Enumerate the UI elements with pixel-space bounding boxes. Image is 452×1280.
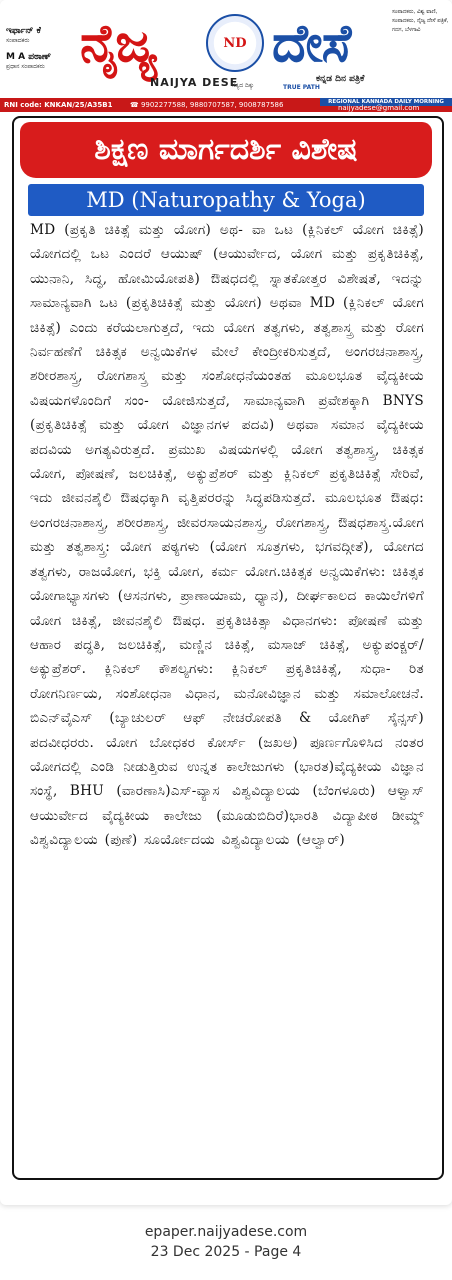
date-page: 23 Dec 2025 - Page 4 <box>150 1244 302 1260</box>
chief-editor-role: ಪ್ರಧಾನ ಸಂಪಾದಕರು <box>6 63 45 70</box>
newspaper-logo-icon <box>206 14 264 72</box>
editor-name: ಇರ್ಫಾನ್ ಕೆ <box>6 26 41 36</box>
article-heading: ಶಿಕ್ಷಣ ಮಾರ್ಗದರ್ಶಿ ವಿಶೇಷ <box>20 122 432 178</box>
article-body: MD (ಪ್ರಕೃತಿ ಚಿಕಿತ್ಸೆ ಮತ್ತು ಯೋಗ) ಅಥ- ವಾ ಒಟ (ಕ್ಲಿನಿಕಲ್ ಯೋಗ ಚಿಕಿತ್ಸೆ) ಯೋಗದಲ್ಲಿ ಒಟ ಎಂದರೆ ಆಯುಷ್ (ಆಯುರ್ವೇದ, ಯೋಗ ಮತ್ತು ಪ್ರಕೃತಿಚಿಕಿತ್ಸೆ, ಯುನಾನಿ, ಸಿದ್ಧ, ಹೋಮಿಯೋಪತಿ) ಔಷಧದಲ್ಲಿ ಸ್ನಾತಕೋತ್ತರ ವಿಶೇಷತೆ, ಇದನ್ನು ಸಾಮಾನ್ಯವಾಗಿ ಒಟ (ಪ್ರಕೃತಿಚಿಕಿತ್ಸೆ ಮತ್ತು ಯೋಗ) ಅಥವಾ MD (ಕ್ಲಿನಿಕಲ್ ಯೋಗ ಚಿಕಿತ್ಸೆ) ಎಂದು ಕರೆಯಲಾಗುತ್ತದೆ, ಇದು ಯೋಗ ತತ್ವಗಳು, ತತ್ವಶಾಸ್ತ್ರ ಮತ್ತು ರೋಗ ನಿರ್ವಹಣೆಗೆ ಚಿಕಿತ್ಸಕ ಅನ್ವಯಿಕೆಗಳ ಮೇಲೆ ಕೇಂದ್ರೀಕರಿಸುತ್ತದೆ, ಅಂಗರಚನಾಶಾಸ್ತ್ರ, ಶರೀರಶಾಸ್ತ್ರ, ರೋಗಶಾಸ್ತ್ರ ಮತ್ತು ಸಂಶೋಧನೆಯಂತಹ ಮೂಲಭೂತ ವೈದ್ಯಕೀಯ ವಿಷಯಗಳೊಂದಿಗೆ ಸಂಂ- ಯೋಜಿಸುತ್ತದೆ, ಸಾಮಾನ್ಯವಾಗಿ ಪ್ರವೇಶಕ್ಕಾಗಿ BNYS (ಪ್ರಕೃತಿಚಿಕಿತ್ಸೆ ಮತ್ತು ಯೋಗ ವಿಜ್ಞಾನಗಳ ಪದವಿ) ಅಥವಾ ಸಮಾನ ವೈದ್ಯಕೀಯ ಪದವಿಯ ಅಗತ್ಯವಿರುತ್ತದೆ. ಪ್ರಮುಖ ವಿಷಯಗಳಲ್ಲಿ ಯೋಗ ತತ್ವಶಾಸ್ತ್ರ, ಚಿಕಿತ್ಸಕ ಯೋಗ, ಪೋಷಣೆ, ಜಲಚಿಕಿತ್ಸೆ, ಅಕ್ಯುಪ್ರೆಶರ್ ಮತ್ತು ಕ್ಲಿನಿಕಲ್ ಪ್ರಕೃತಿಚಿಕಿತ್ಸೆ ಸೇರಿವೆ, ಇದು ಜೀವನಶೈಲಿ ಔಷಧಕ್ಕಾಗಿ ವೃತ್ತಿಪರರನ್ನು ಸಿದ್ಧಪಡಿಸುತ್ತದೆ. ಮೂಲಭೂತ ಔಷಧ: ಅಂಗರಚನಾಶಾಸ್ತ್ರ, ಶರೀರಶಾಸ್ತ್ರ, ಜೀವರಸಾಯನಶಾಸ್ತ್ರ, ರೋಗಶಾಸ್ತ್ರ, ಔಷಧಶಾಸ್ತ್ರ.ಯೋಗ ಮತ್ತು ತತ್ವಶಾಸ್ತ್ರ: ಯೋಗ ಪಠ್ಯಗಳು (ಯೋಗ ಸೂತ್ರಗಳು, ಭಗವದ್ಗೀತೆ), ಯೋಗದ ತತ್ವಗಳು, ರಾಜಯೋಗ, ಭಕ್ತಿ ಯೋಗ, ಕರ್ಮ ಯೋಗ.ಚಿಕಿತ್ಸಕ ಅನ್ವಯಿಕೆಗಳು: ಚಿಕಿತ್ಸಕ ಯೋಗಾಭ್ಯಾಸಗಳು (ಆಸನಗಳು, ಪ್ರಾಣಾಯಾಮ, ಧ್ಯಾನ), ದೀರ್ಘಕಾಲದ ಕಾಯಿಲೆಗಳಿಗೆ ಯೋಗ ಚಿಕಿತ್ಸೆ, ಜೀವನಶೈಲಿ ಔಷಧ. ಪ್ರಕೃತಿಚಿಕಿತ್ಸಾ ವಿಧಾನಗಳು: ಪೋಷಣೆ ಮತ್ತು ಆಹಾರ ಪದ್ಧತಿ, ಜಲಚಿಕಿತ್ಸೆ, ಮಣ್ಣಿನ ಚಿಕಿತ್ಸೆ, ಮಸಾಜ್ ಚಿಕಿತ್ಸೆ, ಅಕ್ಯುಪಂಕ್ಚರ್/ ಅಕ್ಯುಪ್ರೆಶರ್. ಕ್ಲಿನಿಕಲ್ ಕೌಶಲ್ಯಗಳು: ಕ್ಲಿನಿಕಲ್ ಪ್ರಕೃತಿಚಿಕಿತ್ಸೆ, ಸುಧಾ- ರಿತ ರೋಗನಿರ್ಣಯ, ಸಂಶೋಧನಾ ವಿಧಾನ, ಮನೋವಿಜ್ಞಾನ ಮತ್ತು ಸಮಾಲೋಚನೆ. ಬಿಎನ್‌ವೈಎಸ್ (ಬ್ಯಾಚುಲರ್ ಆಫ್ ನೇಚರೋಪತಿ & ಯೋಗಿಕ್ ಸೈನ್ಸಸ್) ಪದವೀಧರರು. ಯೋಗ ಬೋಧಕರ ಕೋರ್ಸ್ (ಜಖಅ) ಪೂರ್ಣಗೊಳಿಸಿದ ನಂತರ ಯೋಗದಲ್ಲಿ ಎಂಡಿ ನೀಡುತ್ತಿರುವ ಉನ್ನತ ಕಾಲೇಜುಗಳು (ಭಾರತ)ವೈದ್ಯಕೀಯ ವಿಜ್ಞಾನ ಸಂಸ್ಥೆ, BHU (ವಾರಣಾಸಿ)ಎಸ್-ವ್ಯಾಸ ವಿಶ್ವವಿದ್ಯಾಲಯ (ಬೆಂಗಳೂರು) ಆಳ್ವಾಸ್ ಆಯುರ್ವೇದ ವೈದ್ಯಕೀಯ ಕಾಲೇಜು (ಮೂಡುಬಿದಿರೆ)ಭಾರತಿ ವಿದ್ಯಾಪೀಠ ಡೀಮ್ಡ್ ವಿಶ್ವವಿದ್ಯಾಲಯ (ಪುಣೆ) ಸೂರ್ಯೋದಯ ವಿಶ್ವವಿದ್ಯಾಲಯ (ಆಲ್ವಾರ್) <box>30 222 424 849</box>
phone-numbers: ☎ 9902277588, 9880707587, 9008787586 <box>130 101 284 109</box>
article-box <box>12 116 444 1180</box>
title-left: ನೈಜ್ಯ <box>80 13 157 74</box>
rni-code: RNI code: KNKAN/25/A35B1 <box>4 101 113 109</box>
tagline-english: TRUE PATH <box>283 84 320 91</box>
tagline-kannada: ಸತ್ಯದ ದಿಕ್ಕು <box>232 82 255 89</box>
article-subheading: MD (Naturopathy & Yoga) <box>28 184 424 216</box>
editor-info <box>6 26 76 78</box>
regional-label: REGIONAL KANNADA DAILY MORNING <box>320 98 452 106</box>
epaper-site-link[interactable]: epaper.naijyadese.com <box>144 1224 308 1240</box>
page-footer <box>0 1222 452 1262</box>
right-info: ಸಂಪಾದಕರು, ವಿಶ್ವ ವಾಣಿ, ಸಂಪಾದಕರು, ನೈಜ್ಯ ದೇಸೆ ಪತ್ರಿಕೆ, ಗದಗ, ಬೆಳಗಾವಿ <box>392 9 449 33</box>
email-address: naijyadese@gmail.com <box>338 104 420 112</box>
title-right: ದೇಸೆ <box>272 13 351 74</box>
editor-role: ಸಂಪಾದಕರು <box>6 37 30 44</box>
daily-tag: ಕನ್ನಡ ದಿನ ಪತ್ರಿಕೆ <box>316 74 365 84</box>
subtitle-english: NAIJYA DESE <box>150 76 239 89</box>
chief-editor-name: M A ಪಠಾಣ್ <box>6 52 52 62</box>
logo-text: ND <box>223 35 247 51</box>
masthead <box>0 0 452 100</box>
